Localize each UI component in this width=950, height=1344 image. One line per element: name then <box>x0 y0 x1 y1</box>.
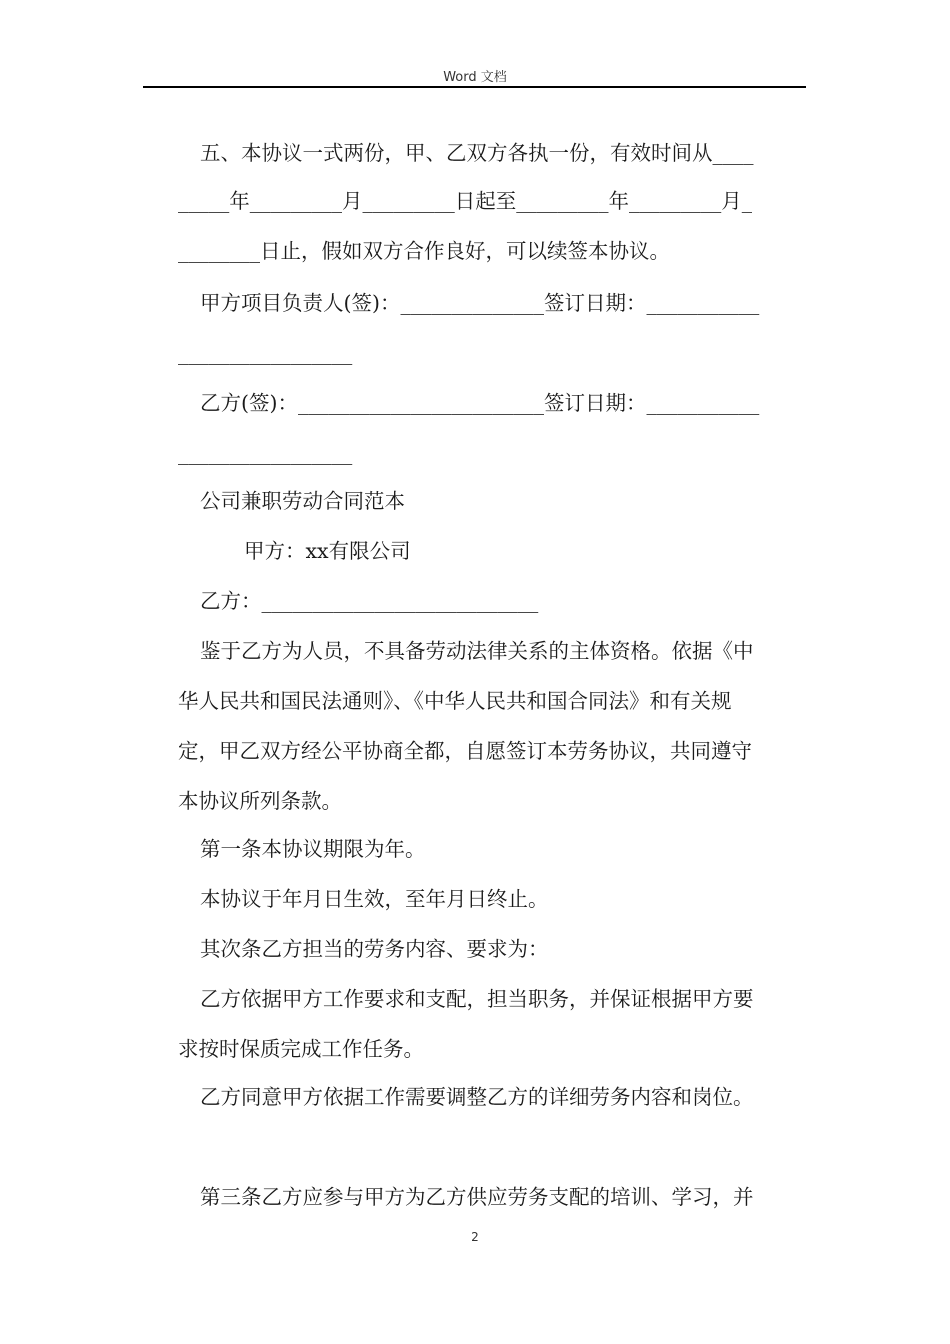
header-title: Word 文档 <box>443 70 507 85</box>
party-b-line: 乙方：___________________________ <box>200 589 539 613</box>
preamble-line-3: 定，甲乙双方经公平协商全都，自愿签订本劳务协议，共同遵守 <box>178 739 752 763</box>
preamble-line-1: 鉴于乙方为人员，不具备劳动法律关系的主体资格。依据《中 <box>200 639 754 663</box>
effective-date-line: 本协议于年月日生效，至年月日终止。 <box>200 887 549 911</box>
clause-5-line-2: _____年_________月_________日起至_________年_________月_ <box>178 189 752 213</box>
party-b-signature-line-cont: _________________ <box>178 441 353 465</box>
article-1-line: 第一条本协议期限为年。 <box>200 837 426 861</box>
clause-5-line-1: 五、本协议一式两份，甲、乙双方各执一份，有效时间从____ <box>200 141 754 165</box>
party-a-line: 甲方：xx有限公司 <box>244 539 411 563</box>
article-2-line-1: 乙方依据甲方工作要求和支配，担当职务，并保证根据甲方要 <box>200 987 754 1011</box>
article-2-line-2: 求按时保质完成工作任务。 <box>178 1037 424 1061</box>
party-b-signature-line: 乙方(签)：________________________签订日期：___________ <box>200 391 760 415</box>
party-a-signature-line-cont: _________________ <box>178 341 353 365</box>
article-2-heading: 其次条乙方担当的劳务内容、要求为： <box>200 937 549 961</box>
party-a-signature-line: 甲方项目负责人(签)：______________签订日期：___________ <box>200 291 760 315</box>
contract-title: 公司兼职劳动合同范本 <box>200 489 405 513</box>
preamble-line-4: 本协议所列条款。 <box>178 789 342 813</box>
article-3-line-1: 第三条乙方应参与甲方为乙方供应劳务支配的培训、学习，并 <box>200 1185 754 1209</box>
clause-5-line-3: ________日止，假如双方合作良好，可以续签本协议。 <box>178 239 670 263</box>
page-number: 2 <box>471 1230 479 1244</box>
preamble-line-2: 华人民共和国民法通则》、《中华人民共和国合同法》和有关规 <box>178 689 732 713</box>
article-2-line-3: 乙方同意甲方依据工作需要调整乙方的详细劳务内容和岗位。 <box>200 1085 754 1109</box>
header-divider <box>143 86 806 88</box>
